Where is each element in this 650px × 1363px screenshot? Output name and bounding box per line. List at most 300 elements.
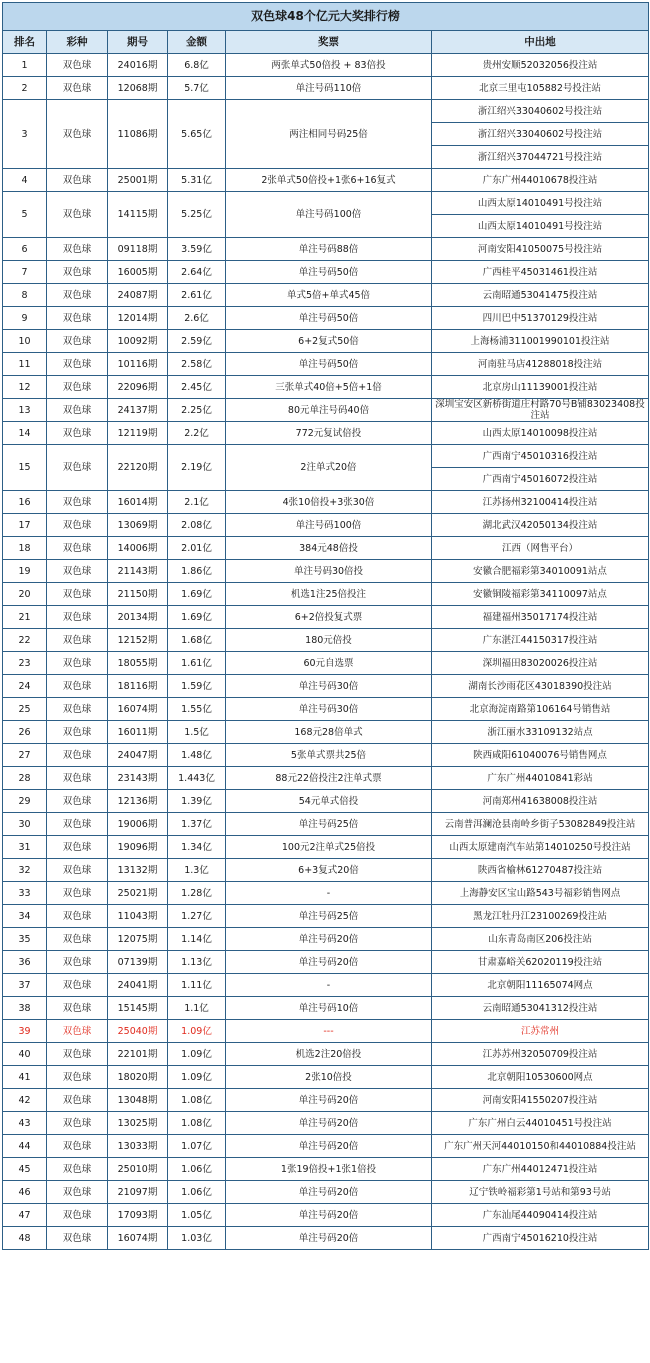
cell-amount: 1.3亿 xyxy=(168,859,226,882)
cell-type: 双色球 xyxy=(47,1135,108,1158)
cell-issue: 13132期 xyxy=(108,859,168,882)
cell-ticket: 4张10倍投+3张30倍 xyxy=(226,491,432,514)
cell-type: 双色球 xyxy=(47,514,108,537)
cell-type: 双色球 xyxy=(47,928,108,951)
cell-rank: 37 xyxy=(3,974,47,997)
cell-ticket: 单注号码50倍 xyxy=(226,307,432,330)
cell-amount: 1.08亿 xyxy=(168,1089,226,1112)
cell-issue: 24137期 xyxy=(108,399,168,422)
cell-amount: 1.09亿 xyxy=(168,1066,226,1089)
cell-amount: 1.09亿 xyxy=(168,1043,226,1066)
cell-location: 上海静安区宝山路543号福彩销售网点 xyxy=(432,882,649,905)
cell-amount: 1.443亿 xyxy=(168,767,226,790)
cell-location: 山东青岛南区206投注站 xyxy=(432,928,649,951)
table-row xyxy=(3,859,649,882)
cell-rank: 40 xyxy=(3,1043,47,1066)
cell-location: 安徽合肥福彩第34010091站点 xyxy=(432,560,649,583)
cell-location: 河南安阳41050075号投注站 xyxy=(432,238,649,261)
cell-amount: 2.61亿 xyxy=(168,284,226,307)
table-row xyxy=(3,1227,649,1250)
cell-location: 浙江绍兴33040602号投注站 xyxy=(432,123,649,146)
cell-ticket: 单注号码20倍 xyxy=(226,951,432,974)
cell-location: 广东湛江44150317投注站 xyxy=(432,629,649,652)
cell-amount: 2.08亿 xyxy=(168,514,226,537)
cell-issue: 14115期 xyxy=(108,192,168,238)
table-row xyxy=(3,169,649,192)
cell-issue: 25001期 xyxy=(108,169,168,192)
table-row xyxy=(3,951,649,974)
cell-ticket: 100元2注单式25倍投 xyxy=(226,836,432,859)
cell-location: 北京朝阳11165074网点 xyxy=(432,974,649,997)
cell-issue: 13025期 xyxy=(108,1112,168,1135)
cell-type: 双色球 xyxy=(47,721,108,744)
cell-rank: 24 xyxy=(3,675,47,698)
cell-ticket: 两注相同号码25倍 xyxy=(226,100,432,169)
cell-location: 云南昭通53041475投注站 xyxy=(432,284,649,307)
cell-rank: 5 xyxy=(3,192,47,238)
cell-ticket: 6+2倍投复式票 xyxy=(226,606,432,629)
cell-issue: 22096期 xyxy=(108,376,168,399)
cell-rank: 48 xyxy=(3,1227,47,1250)
cell-amount: 2.2亿 xyxy=(168,422,226,445)
cell-amount: 2.58亿 xyxy=(168,353,226,376)
cell-amount: 1.39亿 xyxy=(168,790,226,813)
cell-type: 双色球 xyxy=(47,1020,108,1043)
cell-issue: 12075期 xyxy=(108,928,168,951)
cell-location: 湖南长沙雨花区43018390投注站 xyxy=(432,675,649,698)
table-row xyxy=(3,376,649,399)
table-row xyxy=(3,652,649,675)
cell-issue: 20134期 xyxy=(108,606,168,629)
header-ticket: 奖票 xyxy=(226,31,432,54)
cell-issue: 12119期 xyxy=(108,422,168,445)
cell-amount: 1.34亿 xyxy=(168,836,226,859)
cell-type: 双色球 xyxy=(47,997,108,1020)
cell-issue: 16014期 xyxy=(108,491,168,514)
cell-type: 双色球 xyxy=(47,330,108,353)
cell-location: 山西太原14010491号投注站 xyxy=(432,192,649,215)
header-row xyxy=(3,31,649,54)
table-body xyxy=(3,54,649,1250)
cell-ticket: 单注号码30倍投 xyxy=(226,560,432,583)
table-row xyxy=(3,491,649,514)
cell-amount: 6.8亿 xyxy=(168,54,226,77)
cell-type: 双色球 xyxy=(47,583,108,606)
cell-type: 双色球 xyxy=(47,307,108,330)
cell-rank: 27 xyxy=(3,744,47,767)
cell-issue: 21097期 xyxy=(108,1181,168,1204)
cell-location: 广东广州天河44010150和44010884投注站 xyxy=(432,1135,649,1158)
cell-ticket: 80元单注号码40倍 xyxy=(226,399,432,422)
cell-type: 双色球 xyxy=(47,353,108,376)
table-row xyxy=(3,1089,649,1112)
table-row xyxy=(3,1158,649,1181)
cell-ticket: 单注号码20倍 xyxy=(226,1181,432,1204)
cell-amount: 5.65亿 xyxy=(168,100,226,169)
cell-ticket: 单注号码100倍 xyxy=(226,514,432,537)
cell-rank: 19 xyxy=(3,560,47,583)
cell-issue: 19006期 xyxy=(108,813,168,836)
cell-amount: 1.11亿 xyxy=(168,974,226,997)
cell-rank: 26 xyxy=(3,721,47,744)
cell-location: 河南安阳41550207投注站 xyxy=(432,1089,649,1112)
cell-location: 广西南宁45010316投注站 xyxy=(432,445,649,468)
cell-type: 双色球 xyxy=(47,882,108,905)
cell-ticket: 88元22倍投注2注单式票 xyxy=(226,767,432,790)
table-row xyxy=(3,675,649,698)
cell-ticket: - xyxy=(226,974,432,997)
cell-ticket: 单注号码25倍 xyxy=(226,813,432,836)
cell-rank: 2 xyxy=(3,77,47,100)
table-row xyxy=(3,836,649,859)
cell-type: 双色球 xyxy=(47,100,108,169)
cell-amount: 2.01亿 xyxy=(168,537,226,560)
cell-amount: 1.37亿 xyxy=(168,813,226,836)
cell-type: 双色球 xyxy=(47,169,108,192)
cell-ticket: 168元28倍单式 xyxy=(226,721,432,744)
cell-type: 双色球 xyxy=(47,537,108,560)
cell-ticket: 单注号码110倍 xyxy=(226,77,432,100)
cell-ticket: 单注号码30倍 xyxy=(226,675,432,698)
cell-rank: 1 xyxy=(3,54,47,77)
cell-location: 江苏扬州32100414投注站 xyxy=(432,491,649,514)
cell-location: 广东广州44012471投注站 xyxy=(432,1158,649,1181)
cell-type: 双色球 xyxy=(47,629,108,652)
cell-rank: 36 xyxy=(3,951,47,974)
cell-ticket: 单注号码20倍 xyxy=(226,1089,432,1112)
table-row xyxy=(3,721,649,744)
cell-issue: 10116期 xyxy=(108,353,168,376)
cell-rank: 12 xyxy=(3,376,47,399)
cell-location: 湖北武汉42050134投注站 xyxy=(432,514,649,537)
cell-issue: 18020期 xyxy=(108,1066,168,1089)
table-row xyxy=(3,238,649,261)
table-row xyxy=(3,100,649,123)
cell-issue: 24087期 xyxy=(108,284,168,307)
table-row xyxy=(3,284,649,307)
cell-location: 浙江丽水33109132站点 xyxy=(432,721,649,744)
cell-location: 江西（网售平台） xyxy=(432,537,649,560)
table-row xyxy=(3,1135,649,1158)
cell-rank: 39 xyxy=(3,1020,47,1043)
cell-amount: 2.64亿 xyxy=(168,261,226,284)
table-row xyxy=(3,1043,649,1066)
cell-type: 双色球 xyxy=(47,422,108,445)
table-row xyxy=(3,560,649,583)
cell-location: 广西南宁45016210投注站 xyxy=(432,1227,649,1250)
cell-ticket: 6+2复式50倍 xyxy=(226,330,432,353)
cell-issue: 16074期 xyxy=(108,1227,168,1250)
cell-location: 安徽铜陵福彩第34110097站点 xyxy=(432,583,649,606)
cell-amount: 1.55亿 xyxy=(168,698,226,721)
cell-location: 云南昭通53041312投注站 xyxy=(432,997,649,1020)
cell-location: 北京海淀南路第106164号销售站 xyxy=(432,698,649,721)
cell-location: 贵州安顺52032056投注站 xyxy=(432,54,649,77)
cell-location: 福建福州35017174投注站 xyxy=(432,606,649,629)
cell-location: 广东广州白云44010451号投注站 xyxy=(432,1112,649,1135)
table-row xyxy=(3,928,649,951)
cell-type: 双色球 xyxy=(47,1227,108,1250)
cell-amount: 1.61亿 xyxy=(168,652,226,675)
cell-amount: 5.31亿 xyxy=(168,169,226,192)
cell-issue: 07139期 xyxy=(108,951,168,974)
table-row xyxy=(3,1066,649,1089)
cell-type: 双色球 xyxy=(47,399,108,422)
cell-amount: 1.1亿 xyxy=(168,997,226,1020)
cell-type: 双色球 xyxy=(47,376,108,399)
cell-location: 江苏常州 xyxy=(432,1020,649,1043)
cell-location: 山西太原建南汽车站第14010250号投注站 xyxy=(432,836,649,859)
cell-rank: 45 xyxy=(3,1158,47,1181)
cell-location: 北京房山11139001投注站 xyxy=(432,376,649,399)
cell-amount: 3.59亿 xyxy=(168,238,226,261)
cell-rank: 6 xyxy=(3,238,47,261)
cell-issue: 16011期 xyxy=(108,721,168,744)
cell-amount: 1.68亿 xyxy=(168,629,226,652)
cell-ticket: 单注号码20倍 xyxy=(226,1227,432,1250)
cell-issue: 16005期 xyxy=(108,261,168,284)
cell-rank: 25 xyxy=(3,698,47,721)
cell-issue: 12136期 xyxy=(108,790,168,813)
cell-amount: 1.69亿 xyxy=(168,583,226,606)
cell-rank: 28 xyxy=(3,767,47,790)
header-amount: 金额 xyxy=(168,31,226,54)
cell-ticket: 6+3复式20倍 xyxy=(226,859,432,882)
cell-type: 双色球 xyxy=(47,744,108,767)
cell-rank: 3 xyxy=(3,100,47,169)
cell-rank: 33 xyxy=(3,882,47,905)
cell-type: 双色球 xyxy=(47,54,108,77)
cell-amount: 1.07亿 xyxy=(168,1135,226,1158)
cell-ticket: 单注号码20倍 xyxy=(226,1135,432,1158)
cell-amount: 2.19亿 xyxy=(168,445,226,491)
cell-issue: 11043期 xyxy=(108,905,168,928)
cell-location: 山西太原14010098投注站 xyxy=(432,422,649,445)
table-row xyxy=(3,192,649,215)
cell-issue: 19096期 xyxy=(108,836,168,859)
cell-amount: 1.06亿 xyxy=(168,1158,226,1181)
cell-amount: 1.05亿 xyxy=(168,1204,226,1227)
cell-issue: 13069期 xyxy=(108,514,168,537)
cell-amount: 2.45亿 xyxy=(168,376,226,399)
cell-rank: 30 xyxy=(3,813,47,836)
cell-amount: 1.27亿 xyxy=(168,905,226,928)
table-row xyxy=(3,1020,649,1043)
cell-location: 云南普洱澜沧县南岭乡街子53082849投注站 xyxy=(432,813,649,836)
cell-location: 河南郑州41638008投注站 xyxy=(432,790,649,813)
cell-amount: 1.08亿 xyxy=(168,1112,226,1135)
cell-issue: 24047期 xyxy=(108,744,168,767)
table-row xyxy=(3,514,649,537)
table-row xyxy=(3,307,649,330)
table-row xyxy=(3,77,649,100)
cell-type: 双色球 xyxy=(47,491,108,514)
cell-ticket: 单注号码30倍 xyxy=(226,698,432,721)
cell-rank: 14 xyxy=(3,422,47,445)
cell-ticket: 2注单式20倍 xyxy=(226,445,432,491)
cell-type: 双色球 xyxy=(47,77,108,100)
cell-issue: 16074期 xyxy=(108,698,168,721)
cell-rank: 21 xyxy=(3,606,47,629)
cell-type: 双色球 xyxy=(47,1112,108,1135)
cell-amount: 5.7亿 xyxy=(168,77,226,100)
cell-location: 四川巴中51370129投注站 xyxy=(432,307,649,330)
cell-issue: 25040期 xyxy=(108,1020,168,1043)
cell-rank: 42 xyxy=(3,1089,47,1112)
cell-amount: 5.25亿 xyxy=(168,192,226,238)
cell-type: 双色球 xyxy=(47,1089,108,1112)
table-row xyxy=(3,583,649,606)
header-rank: 排名 xyxy=(3,31,47,54)
cell-rank: 7 xyxy=(3,261,47,284)
cell-issue: 10092期 xyxy=(108,330,168,353)
cell-amount: 1.03亿 xyxy=(168,1227,226,1250)
cell-amount: 1.14亿 xyxy=(168,928,226,951)
ranking-table-container xyxy=(2,2,648,1250)
table-row xyxy=(3,399,649,422)
cell-issue: 24016期 xyxy=(108,54,168,77)
table-row xyxy=(3,997,649,1020)
cell-ticket: 54元单式倍投 xyxy=(226,790,432,813)
cell-rank: 10 xyxy=(3,330,47,353)
cell-amount: 2.59亿 xyxy=(168,330,226,353)
cell-ticket: 单式5倍+单式45倍 xyxy=(226,284,432,307)
cell-ticket: --- xyxy=(226,1020,432,1043)
table-row xyxy=(3,744,649,767)
cell-location: 山西太原14010491号投注站 xyxy=(432,215,649,238)
table-row xyxy=(3,1112,649,1135)
cell-ticket: 单注号码50倍 xyxy=(226,353,432,376)
cell-type: 双色球 xyxy=(47,790,108,813)
cell-amount: 2.6亿 xyxy=(168,307,226,330)
cell-rank: 41 xyxy=(3,1066,47,1089)
cell-rank: 20 xyxy=(3,583,47,606)
cell-rank: 4 xyxy=(3,169,47,192)
cell-rank: 22 xyxy=(3,629,47,652)
cell-ticket: 772元复试倍投 xyxy=(226,422,432,445)
cell-issue: 13048期 xyxy=(108,1089,168,1112)
cell-ticket: 180元倍投 xyxy=(226,629,432,652)
cell-type: 双色球 xyxy=(47,951,108,974)
cell-issue: 15145期 xyxy=(108,997,168,1020)
cell-type: 双色球 xyxy=(47,767,108,790)
cell-issue: 24041期 xyxy=(108,974,168,997)
cell-amount: 1.59亿 xyxy=(168,675,226,698)
cell-type: 双色球 xyxy=(47,652,108,675)
cell-type: 双色球 xyxy=(47,675,108,698)
ranking-table xyxy=(2,2,649,1250)
cell-ticket: 单注号码20倍 xyxy=(226,1204,432,1227)
cell-issue: 21150期 xyxy=(108,583,168,606)
cell-rank: 44 xyxy=(3,1135,47,1158)
cell-location: 北京三里屯105882号投注站 xyxy=(432,77,649,100)
cell-rank: 31 xyxy=(3,836,47,859)
cell-location: 甘肃嘉峪关62020119投注站 xyxy=(432,951,649,974)
cell-issue: 18116期 xyxy=(108,675,168,698)
cell-type: 双色球 xyxy=(47,192,108,238)
cell-type: 双色球 xyxy=(47,560,108,583)
cell-rank: 46 xyxy=(3,1181,47,1204)
cell-location: 浙江绍兴37044721号投注站 xyxy=(432,146,649,169)
cell-issue: 25010期 xyxy=(108,1158,168,1181)
cell-issue: 17093期 xyxy=(108,1204,168,1227)
cell-issue: 23143期 xyxy=(108,767,168,790)
cell-ticket: 384元48倍投 xyxy=(226,537,432,560)
cell-rank: 16 xyxy=(3,491,47,514)
table-row xyxy=(3,353,649,376)
cell-issue: 09118期 xyxy=(108,238,168,261)
cell-rank: 38 xyxy=(3,997,47,1020)
cell-type: 双色球 xyxy=(47,1181,108,1204)
cell-amount: 1.69亿 xyxy=(168,606,226,629)
cell-location: 河南驻马店41288018投注站 xyxy=(432,353,649,376)
cell-ticket: 1张19倍投+1张1倍投 xyxy=(226,1158,432,1181)
table-row xyxy=(3,905,649,928)
cell-rank: 29 xyxy=(3,790,47,813)
cell-ticket: 2张10倍投 xyxy=(226,1066,432,1089)
cell-rank: 8 xyxy=(3,284,47,307)
cell-issue: 11086期 xyxy=(108,100,168,169)
cell-location: 黑龙江牡丹江23100269投注站 xyxy=(432,905,649,928)
cell-amount: 1.09亿 xyxy=(168,1020,226,1043)
cell-ticket: 三张单式40倍+5倍+1倍 xyxy=(226,376,432,399)
cell-location: 上海杨浦31100199010​1投注站 xyxy=(432,330,649,353)
cell-rank: 34 xyxy=(3,905,47,928)
cell-location: 辽宁铁岭福彩第1号站和第93号站 xyxy=(432,1181,649,1204)
cell-ticket: 机选2注20倍投 xyxy=(226,1043,432,1066)
cell-type: 双色球 xyxy=(47,974,108,997)
cell-type: 双色球 xyxy=(47,238,108,261)
cell-amount: 2.1亿 xyxy=(168,491,226,514)
table-row xyxy=(3,813,649,836)
cell-amount: 1.48亿 xyxy=(168,744,226,767)
table-row xyxy=(3,54,649,77)
cell-rank: 47 xyxy=(3,1204,47,1227)
cell-ticket: 单注号码25倍 xyxy=(226,905,432,928)
cell-rank: 13 xyxy=(3,399,47,422)
table-row xyxy=(3,790,649,813)
cell-issue: 22120期 xyxy=(108,445,168,491)
cell-location: 江苏苏州32050709投注站 xyxy=(432,1043,649,1066)
table-row xyxy=(3,422,649,445)
cell-type: 双色球 xyxy=(47,1066,108,1089)
cell-issue: 12068期 xyxy=(108,77,168,100)
cell-issue: 22101期 xyxy=(108,1043,168,1066)
cell-type: 双色球 xyxy=(47,445,108,491)
cell-amount: 1.86亿 xyxy=(168,560,226,583)
cell-ticket: 单注号码10倍 xyxy=(226,997,432,1020)
cell-rank: 9 xyxy=(3,307,47,330)
cell-ticket: 单注号码88倍 xyxy=(226,238,432,261)
cell-amount: 1.28亿 xyxy=(168,882,226,905)
header-issue: 期号 xyxy=(108,31,168,54)
table-row xyxy=(3,261,649,284)
cell-location: 深圳宝安区新桥街道庄村路70号B铺83023408投注站 xyxy=(432,399,649,422)
cell-rank: 11 xyxy=(3,353,47,376)
cell-issue: 14006期 xyxy=(108,537,168,560)
cell-ticket: 单注号码100倍 xyxy=(226,192,432,238)
cell-location: 广西南宁45016072投注站 xyxy=(432,468,649,491)
cell-location: 陕西省榆林61270487投注站 xyxy=(432,859,649,882)
table-row xyxy=(3,537,649,560)
cell-type: 双色球 xyxy=(47,859,108,882)
cell-ticket: 机选1注25倍投注 xyxy=(226,583,432,606)
cell-amount: 1.5亿 xyxy=(168,721,226,744)
header-location: 中出地 xyxy=(432,31,649,54)
table-row xyxy=(3,445,649,468)
table-row xyxy=(3,629,649,652)
cell-issue: 12014期 xyxy=(108,307,168,330)
